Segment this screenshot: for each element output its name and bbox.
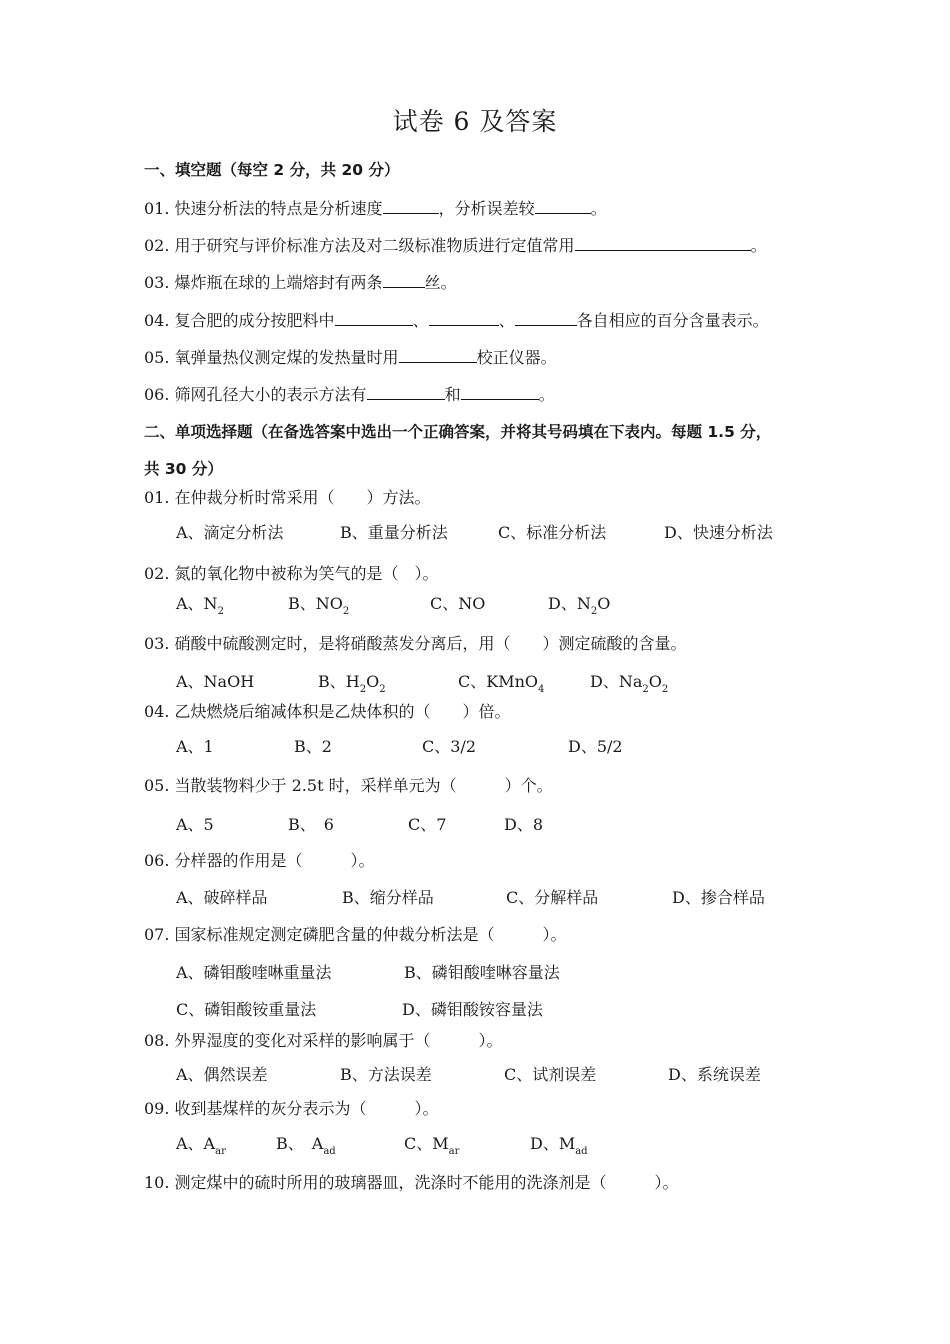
option-b[interactable]: B、$H_2O_2$ [318,672,386,695]
option-a[interactable]: A、偶然误差 [176,1065,268,1084]
fill-question-05: 05. 氧弹量热仪测定煤的发热量时用 校正仪器。 [144,348,557,367]
option-a[interactable]: A、$N_2$ [176,594,224,617]
option-c[interactable]: C、标准分析法 [498,523,607,542]
option-c[interactable]: C、NO [430,594,486,613]
option-c[interactable]: C、KMnO$_4$ [458,672,545,695]
page-title: 试卷 6 及答案 [392,107,558,136]
answer-blank[interactable] [383,272,425,288]
option-c[interactable]: C、磷钼酸铵重量法 [176,1000,317,1019]
option-c[interactable]: C、3/2 [422,737,476,756]
choice-question-02-stem: 02. 氮的氧化物中被称为笑气的是（ ）。 [144,564,439,583]
choice-question-03-stem: 03. 硝酸中硫酸测定时，是将硝酸蒸发分离后，用（ ）测定硫酸的含量。 [144,634,687,653]
fill-question-01: 01. 快速分析法的特点是分析速度 ，分析误差较 。 [144,199,607,218]
option-d[interactable]: D、5/2 [568,737,623,756]
answer-blank[interactable] [367,384,445,400]
answer-blank[interactable] [383,198,439,214]
option-a[interactable]: A、1 [176,737,214,756]
fill-question-03: 03. 爆炸瓶在球的上端熔封有两条 丝。 [144,273,457,292]
answer-blank[interactable] [535,198,591,214]
choice-question-06-stem: 06. 分样器的作用是（ ）。 [144,851,375,870]
fill-question-06: 06. 筛网孔径大小的表示方法有 和 。 [144,385,555,404]
fill-question-02: 02. 用于研究与评价标准方法及对二级标准物质进行定值常用 。 [144,236,767,255]
answer-blank[interactable] [335,310,413,326]
choice-question-09-stem: 09. 收到基煤样的灰分表示为（ ）。 [144,1099,439,1118]
option-c[interactable]: C、试剂误差 [504,1065,597,1084]
option-d[interactable]: D、$Na_2O_2$ [590,672,669,695]
answer-blank[interactable] [515,310,577,326]
section1-heading: 一、填空题（每空 2 分，共 20 分） [144,161,400,179]
option-b[interactable]: B、$NO_2$ [288,594,350,617]
option-b[interactable]: B、2 [294,737,332,756]
option-a[interactable]: A、$A_{ar}$ [176,1134,226,1157]
option-b[interactable]: B、缩分样品 [342,888,434,907]
fill-question-04: 04. 复合肥的成分按肥料中 、 、 各自相应的百分含量表示。 [144,311,769,330]
section2-heading-line2: 共 30 分） [144,460,223,478]
option-b[interactable]: B、方法误差 [340,1065,432,1084]
choice-question-05-stem: 05. 当散装物料少于 2.5t 时，采样单元为（ ）个。 [144,776,553,795]
answer-blank[interactable] [429,310,499,326]
answer-blank[interactable] [461,384,539,400]
choice-question-04-stem: 04. 乙炔燃烧后缩减体积是乙炔体积的（ ）倍。 [144,702,511,721]
option-d[interactable]: D、$N_2O$ [548,594,611,617]
option-d[interactable]: D、系统误差 [668,1065,761,1084]
option-a[interactable]: A、5 [176,815,214,834]
option-d[interactable]: D、8 [504,815,544,834]
option-d[interactable]: D、$M_{ad}$ [530,1134,588,1157]
option-a[interactable]: A、磷钼酸喹啉重量法 [176,963,332,982]
option-c[interactable]: C、$M_{ar}$ [404,1134,460,1157]
option-d[interactable]: D、掺合样品 [672,888,765,907]
option-a[interactable]: A、破碎样品 [176,888,268,907]
choice-question-08-stem: 08. 外界湿度的变化对采样的影响属于（ ）。 [144,1031,503,1050]
option-c[interactable]: C、分解样品 [506,888,599,907]
choice-question-01-stem: 01. 在仲裁分析时常采用（ ）方法。 [144,488,431,507]
option-d[interactable]: D、快速分析法 [664,523,773,542]
option-c[interactable]: C、7 [408,815,447,834]
answer-blank[interactable] [575,235,751,251]
section2-heading-line1: 二、单项选择题（在备选答案中选出一个正确答案，并将其号码填在下表内。每题 1.5 分， [144,423,772,441]
option-b[interactable]: B、 $A_{ad}$ [276,1134,336,1157]
option-b[interactable]: B、 6 [288,815,334,834]
option-a[interactable]: A、滴定分析法 [176,523,284,542]
option-d[interactable]: D、磷钼酸铵容量法 [402,1000,543,1019]
option-b[interactable]: B、重量分析法 [340,523,448,542]
answer-blank[interactable] [399,347,477,363]
option-b[interactable]: B、磷钼酸喹啉容量法 [404,963,560,982]
choice-question-07-stem: 07. 国家标准规定测定磷肥含量的仲裁分析法是（ ）。 [144,925,567,944]
choice-question-10-stem: 10. 测定煤中的硫时所用的玻璃器皿，洗涤时不能用的洗涤剂是（ ）。 [144,1173,679,1192]
option-a[interactable]: A、NaOH [176,672,255,691]
